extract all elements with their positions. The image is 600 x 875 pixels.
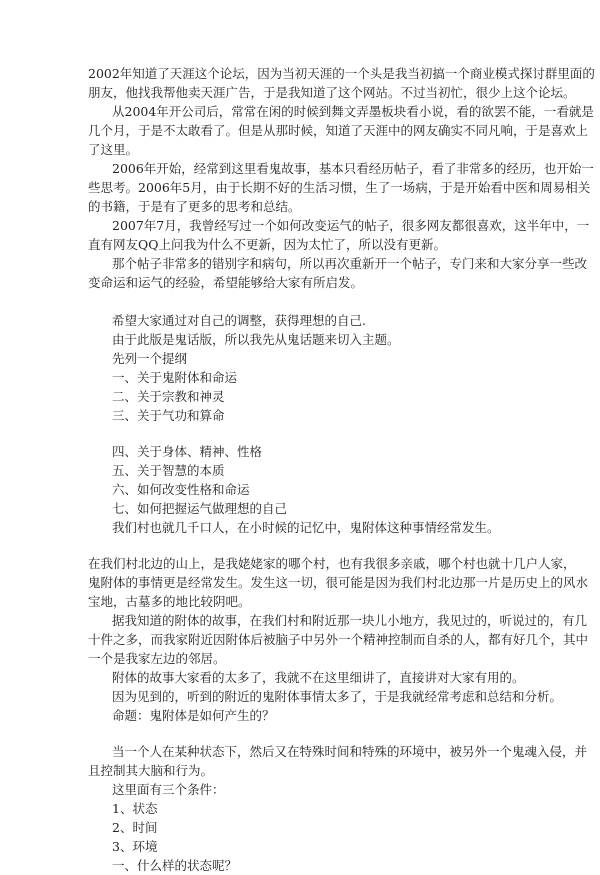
intro-p3-line-1: 2006年开始，经常到这里看鬼故事，基本只看经历帖子，看了非常多的经历，也开始一 bbox=[112, 161, 594, 176]
intro-p4-line-2: 直有网友QQ上问我为什么不更新，因为太忙了，所以没有更新。 bbox=[88, 237, 446, 252]
conditions-p1-line-1: 当一个人在某种状态下，然后又在特殊时间和特殊的环境中，被另外一个鬼魂入侵，并 bbox=[112, 744, 588, 759]
intro-p5-line-2: 变命运和运气的经验，希望能够给大家有所启发。 bbox=[88, 275, 364, 290]
condition-item-3: 3、环境 bbox=[112, 839, 158, 854]
story-p1-line-3: 宝地，古墓多的地比较阴吧。 bbox=[88, 594, 251, 609]
story-p1-line-2: 鬼附体的事情更是经常发生。发生这一切，很可能是因为我们村北边那一片是历史上的风水 bbox=[88, 575, 589, 590]
conditions-question: 一、什么样的状态呢？ bbox=[112, 858, 238, 873]
story-proposition: 命题：鬼附体是如何产生的？ bbox=[112, 708, 275, 723]
outline-hope: 希望大家通过对自己的调整，获得理想的自己. bbox=[112, 313, 366, 328]
story-p2-line-2: 十件之多，而我家附近因附体后被脑子中另外一个精神控制而自杀的人，都有好几个，其中 bbox=[88, 632, 589, 647]
intro-p3-line-2: 些思考。2006年5月，由于长期不好的生活习惯，生了一场病，于是开始看中医和周易相关 bbox=[88, 180, 591, 195]
outline-item-2: 二、关于宗教和神灵 bbox=[112, 389, 225, 404]
intro-p4-line-1: 2007年7月，我曾经写过一个如何改变运气的帖子，很多网友都很喜欢，这半年中，一 bbox=[112, 218, 590, 233]
outline-list-intro: 先列一个提纲 bbox=[112, 351, 188, 366]
outline-item-3: 三、关于气功和算命 bbox=[112, 408, 225, 423]
spacer bbox=[88, 292, 530, 311]
outline-item-5: 五、关于智慧的本质 bbox=[112, 463, 225, 478]
story-p3: 附体的故事大家看的太多了，我就不在这里细讲了，直接讲对大家有用的。 bbox=[112, 670, 525, 685]
outline-item-1: 一、关于鬼附体和命运 bbox=[112, 370, 238, 385]
conditions-three: 这里面有三个条件： bbox=[112, 782, 225, 797]
story-p1-line-1: 在我们村北边的山上，是我姥姥家的哪个村，也有我很多亲戚，哪个村也就十几户人家， bbox=[88, 556, 576, 571]
story-p2-line-3: 一个是我家左边的邻居。 bbox=[88, 651, 226, 666]
intro-p1-line-1: 2002年知道了天涯这个论坛，因为当初天涯的一个头是我当初搞一个商业模式探讨群里面的 bbox=[88, 66, 595, 81]
intro-p2-line-2: 几个月，于是不太敢看了。但是从那时候，知道了天涯中的网友确实不同凡响，于是喜欢上 bbox=[88, 123, 589, 138]
outline-item-4: 四、关于身体、精神、性格 bbox=[112, 444, 263, 459]
intro-p3-line-3: 的书籍，于是有了更多的思考和总结。 bbox=[88, 199, 301, 214]
outline-village: 我们村也就几千口人，在小时候的记忆中，鬼附体这种事情经常发生。 bbox=[112, 520, 500, 535]
outline-since: 由于此版是鬼话版，所以我先从鬼话题来切入主题。 bbox=[112, 332, 400, 347]
intro-p1-line-2: 朋友，他找我帮他卖天涯广告，于是我知道了这个网站。不过当初忙，很少上这个论坛。 bbox=[88, 85, 576, 100]
intro-p2-line-1: 从2004年开公司后，常常在闲的时候到舞文弄墨板块看小说，看的欲罢不能，一看就是 bbox=[112, 104, 594, 119]
conditions-p1-line-2: 且控制其大脑和行为。 bbox=[88, 763, 214, 778]
document-page bbox=[88, 64, 595, 875]
intro-p2-line-3: 了这里。 bbox=[88, 142, 139, 157]
spacer bbox=[88, 725, 530, 742]
condition-item-2: 2、时间 bbox=[112, 820, 158, 835]
story-p4: 因为见到的，听到的附近的鬼附体事情太多了，于是我就经常考虑和总结和分析。 bbox=[112, 689, 563, 704]
intro-p5-line-1: 那个帖子非常多的错别字和病句，所以再次重新开一个帖子，专门来和大家分享一些改 bbox=[112, 256, 588, 271]
outline-item-7: 七、如何把握运气做理想的自己 bbox=[112, 501, 288, 516]
story-p2-line-1: 据我知道的附体的故事，在我们村和附近那一块儿小地方，我见过的，听说过的，有几 bbox=[112, 613, 588, 628]
spacer bbox=[88, 425, 530, 442]
condition-item-1: 1、状态 bbox=[112, 801, 158, 816]
spacer bbox=[88, 537, 530, 554]
outline-item-6: 六、如何改变性格和命运 bbox=[112, 482, 250, 497]
